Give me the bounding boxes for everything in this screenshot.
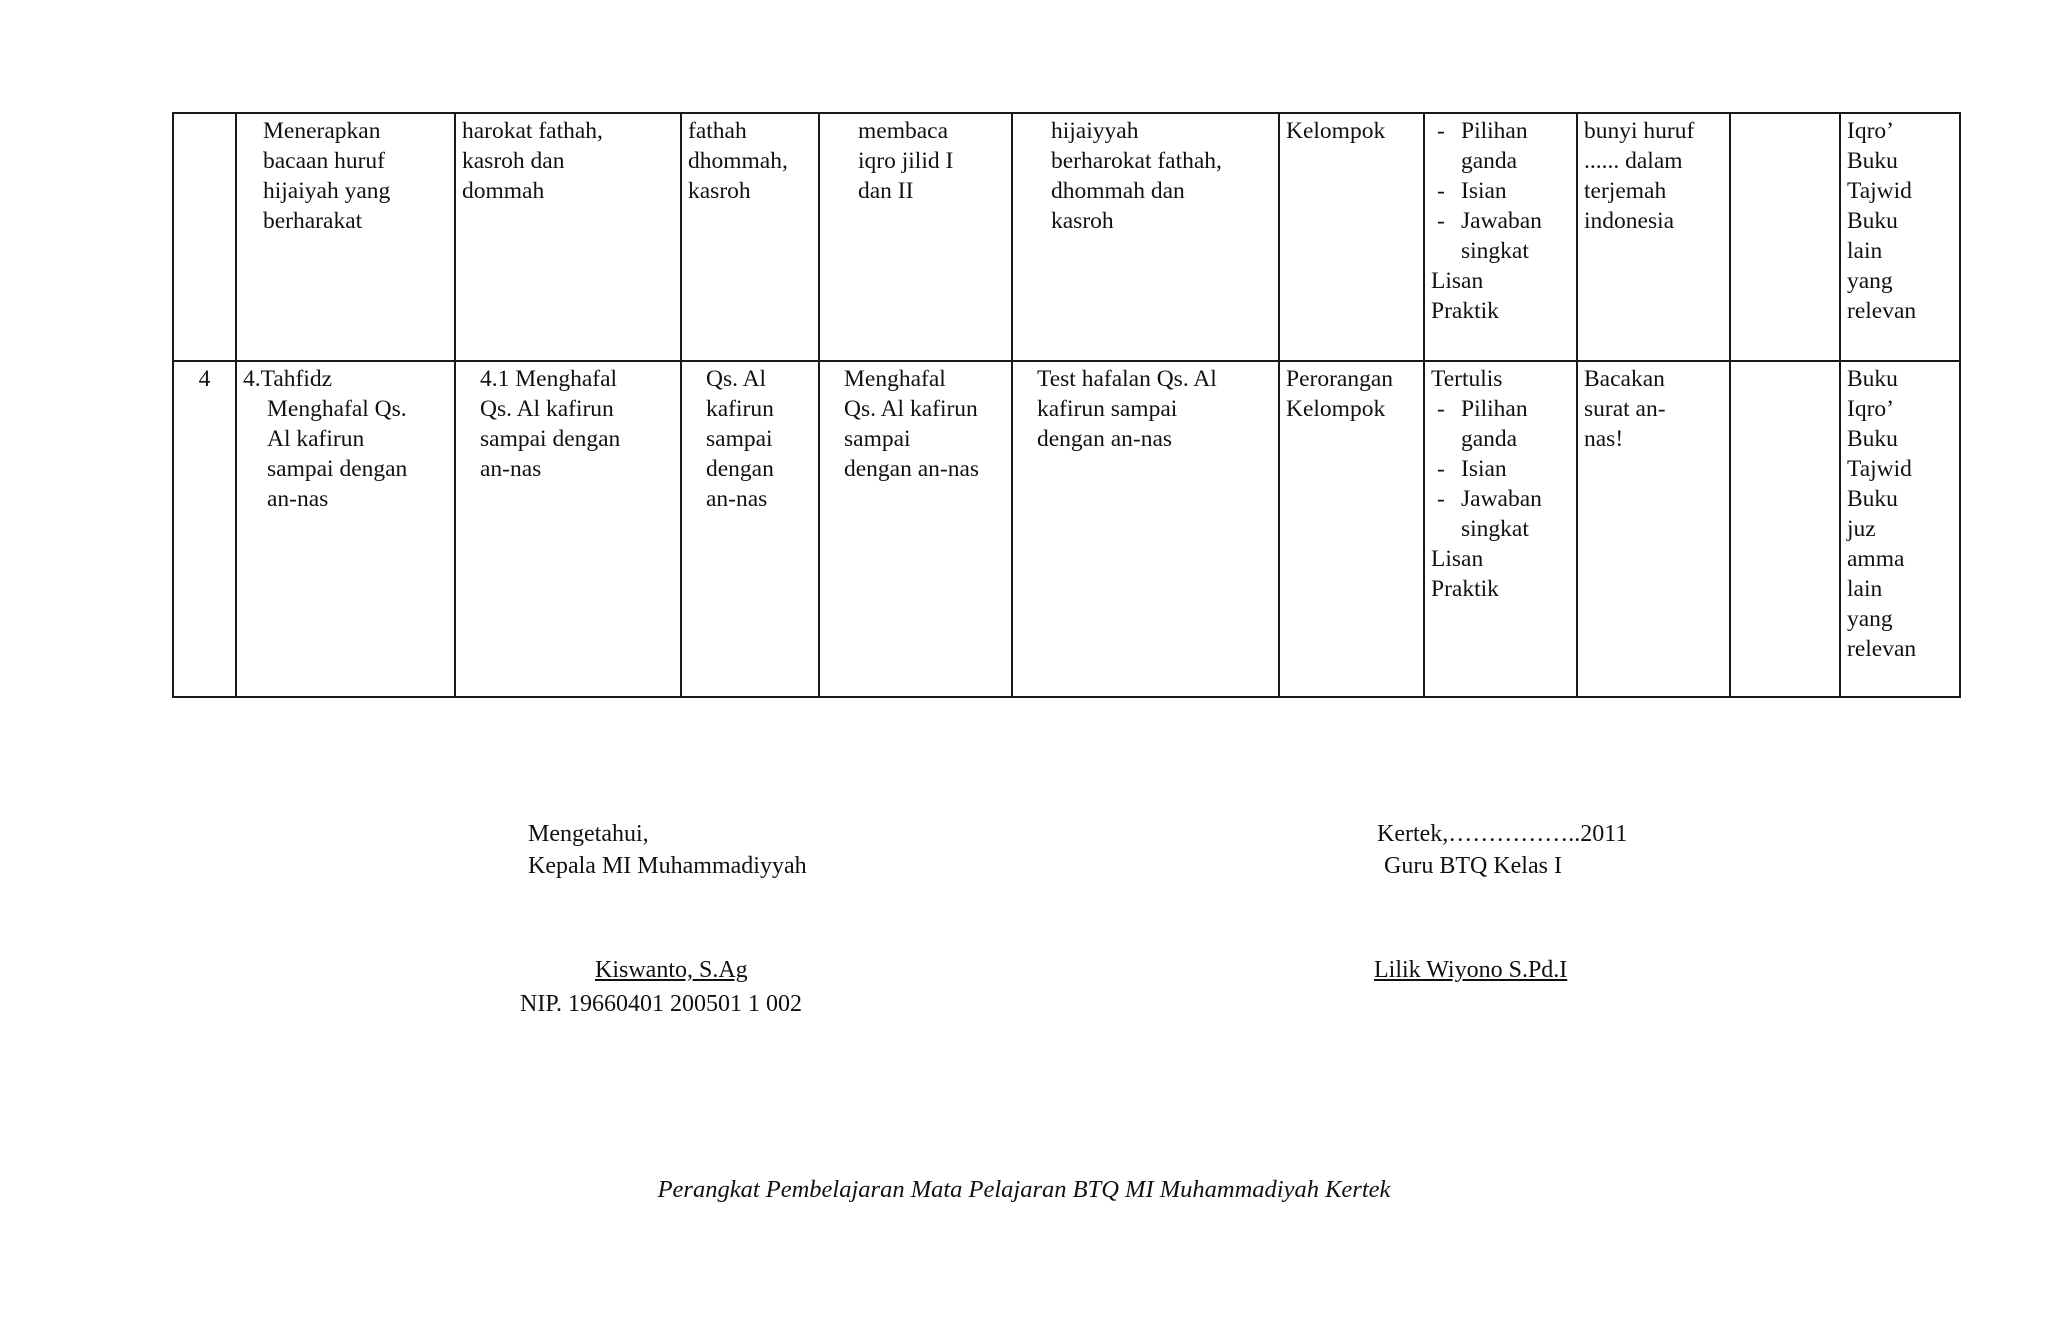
cell-penilaian xyxy=(1012,361,1279,697)
kegiatan-line: iqro jilid I xyxy=(858,148,954,174)
sumber-line: Buku xyxy=(1847,148,1898,174)
sumber-line: yang xyxy=(1847,268,1893,294)
indikator-line: an-nas xyxy=(480,456,542,482)
sumber-line: Buku xyxy=(1847,426,1898,452)
assessment-type-list xyxy=(1431,116,1570,266)
penilaian-line: berharokat fathah, xyxy=(1051,148,1222,174)
signature-left-block xyxy=(528,818,807,882)
cell-kompetensi xyxy=(236,113,455,361)
cell-sumber xyxy=(1840,361,1960,697)
bentuk-line: Perorangan xyxy=(1286,366,1394,392)
teknik-head-line: Tertulis xyxy=(1431,366,1503,392)
contoh-line: nas! xyxy=(1584,426,1624,452)
contoh-line: indonesia xyxy=(1584,208,1675,234)
kegiatan-line: Qs. Al kafirun xyxy=(844,396,978,422)
indikator-line: sampai dengan xyxy=(480,426,621,452)
lesson-plan-table xyxy=(172,112,1961,698)
sumber-line: Buku xyxy=(1847,366,1898,392)
list-item xyxy=(1431,176,1570,206)
kompetensi-line: hijaiyah yang xyxy=(263,178,391,204)
indikator-line: kasroh dan xyxy=(462,148,565,174)
sumber-line: Buku xyxy=(1847,486,1898,512)
list-item xyxy=(1431,484,1570,544)
kompetensi-line: Menghafal Qs. xyxy=(267,396,407,422)
kegiatan-line: dan II xyxy=(858,178,914,204)
cell-teknik xyxy=(1424,361,1577,697)
contoh-line: surat an- xyxy=(1584,396,1666,422)
sumber-line: Tajwid xyxy=(1847,456,1912,482)
kegiatan-line: sampai xyxy=(844,426,911,452)
cell-bentuk xyxy=(1279,361,1424,697)
penilaian-line: kafirun sampai xyxy=(1037,396,1178,422)
cell-alokasi xyxy=(1730,113,1840,361)
cell-kegiatan xyxy=(819,361,1012,697)
cell-no xyxy=(173,113,236,361)
headmaster-name: Kiswanto, S.Ag xyxy=(595,957,748,983)
sumber-line: lain xyxy=(1847,576,1883,602)
bentuk-line: Kelompok xyxy=(1286,118,1386,144)
cell-no xyxy=(173,361,236,697)
list-item xyxy=(1431,116,1570,176)
cell-kompetensi xyxy=(236,361,455,697)
list-item-text: - Jawaban xyxy=(1461,486,1542,512)
table-row xyxy=(173,113,1960,361)
list-item-text: ganda xyxy=(1461,148,1518,174)
sumber-line: lain xyxy=(1847,238,1883,264)
signature-right-block xyxy=(1377,818,1627,882)
sumber-line: yang xyxy=(1847,606,1893,632)
penilaian-line: Test hafalan Qs. Al xyxy=(1037,366,1217,392)
penilaian-line: dengan an-nas xyxy=(1037,426,1173,452)
place-date-line: Kertek,……………..2011 xyxy=(1377,821,1628,847)
cell-materi xyxy=(681,361,819,697)
list-item-text: singkat xyxy=(1461,238,1529,264)
row-number: 4 xyxy=(198,366,211,392)
materi-line: fathah xyxy=(688,118,747,144)
penilaian-line: kasroh xyxy=(1051,208,1114,234)
table-row xyxy=(173,361,1960,697)
list-item xyxy=(1431,206,1570,266)
teknik-tail-line: Lisan xyxy=(1431,268,1484,294)
list-item-text: - Pilihan xyxy=(1461,396,1528,422)
kompetensi-line: 4.Tahfidz xyxy=(243,366,333,392)
teknik-tail-line: Lisan xyxy=(1431,546,1484,572)
indikator-line: harokat fathah, xyxy=(462,118,603,144)
list-item-text: singkat xyxy=(1461,516,1529,542)
sumber-line: amma xyxy=(1847,546,1905,572)
materi-line: sampai xyxy=(706,426,773,452)
materi-line: dhommah, xyxy=(688,148,788,174)
indikator-line: dommah xyxy=(462,178,545,204)
list-item-text: - Pilihan xyxy=(1461,118,1528,144)
contoh-line: bunyi huruf xyxy=(1584,118,1695,144)
cell-indikator xyxy=(455,361,681,697)
acknowledgement-label: Mengetahui, xyxy=(528,821,649,847)
sumber-line: relevan xyxy=(1847,636,1917,662)
sumber-line: Iqro’ xyxy=(1847,118,1894,144)
list-item-text: - Isian xyxy=(1461,178,1507,204)
materi-line: kafirun xyxy=(706,396,774,422)
kegiatan-line: Menghafal xyxy=(844,366,946,392)
materi-line: dengan xyxy=(706,456,774,482)
headmaster-title: Kepala MI Muhammadiyyah xyxy=(528,853,807,879)
list-item-text: - Jawaban xyxy=(1461,208,1542,234)
sumber-line: juz xyxy=(1847,516,1876,542)
materi-line: kasroh xyxy=(688,178,751,204)
kompetensi-line: Al kafirun xyxy=(267,426,365,452)
sumber-line: Buku xyxy=(1847,208,1898,234)
contoh-line: terjemah xyxy=(1584,178,1667,204)
kompetensi-line: sampai dengan xyxy=(267,456,408,482)
cell-penilaian xyxy=(1012,113,1279,361)
indikator-line: Qs. Al kafirun xyxy=(480,396,614,422)
materi-line: an-nas xyxy=(706,486,768,512)
kompetensi-line: an-nas xyxy=(267,486,329,512)
kompetensi-line: berharakat xyxy=(263,208,363,234)
cell-kegiatan xyxy=(819,113,1012,361)
sumber-line: Iqro’ xyxy=(1847,396,1894,422)
indikator-line: 4.1 Menghafal xyxy=(480,366,618,392)
contoh-line: ...... dalam xyxy=(1584,148,1683,174)
teacher-name: Lilik Wiyono S.Pd.I xyxy=(1374,957,1568,983)
penilaian-line: hijaiyyah xyxy=(1051,118,1139,144)
assessment-type-list xyxy=(1431,394,1570,544)
penilaian-line: dhommah dan xyxy=(1051,178,1185,204)
list-item xyxy=(1431,394,1570,454)
kompetensi-line: Menerapkan xyxy=(263,118,381,144)
bentuk-line: Kelompok xyxy=(1286,396,1386,422)
list-item xyxy=(1431,454,1570,484)
teknik-tail-line: Praktik xyxy=(1431,298,1499,324)
kegiatan-line: dengan an-nas xyxy=(844,456,980,482)
teacher-title: Guru BTQ Kelas I xyxy=(1384,853,1562,879)
cell-teknik xyxy=(1424,113,1577,361)
cell-contoh xyxy=(1577,361,1730,697)
sumber-line: relevan xyxy=(1847,298,1917,324)
materi-line: Qs. Al xyxy=(706,366,767,392)
kompetensi-line: bacaan huruf xyxy=(263,148,385,174)
list-item-text: - Isian xyxy=(1461,456,1507,482)
teknik-tail-line: Praktik xyxy=(1431,576,1499,602)
cell-sumber xyxy=(1840,113,1960,361)
document-footer: Perangkat Pembelajaran Mata Pelajaran BTQ MI Muhammadiyah Kertek xyxy=(657,1176,1391,1203)
list-item-text: ganda xyxy=(1461,426,1518,452)
cell-bentuk xyxy=(1279,113,1424,361)
cell-contoh xyxy=(1577,113,1730,361)
headmaster-nip: NIP. 19660401 200501 1 002 xyxy=(520,991,803,1017)
cell-materi xyxy=(681,113,819,361)
cell-indikator xyxy=(455,113,681,361)
kegiatan-line: membaca xyxy=(858,118,949,144)
contoh-line: Bacakan xyxy=(1584,366,1665,392)
sumber-line: Tajwid xyxy=(1847,178,1912,204)
cell-alokasi xyxy=(1730,361,1840,697)
